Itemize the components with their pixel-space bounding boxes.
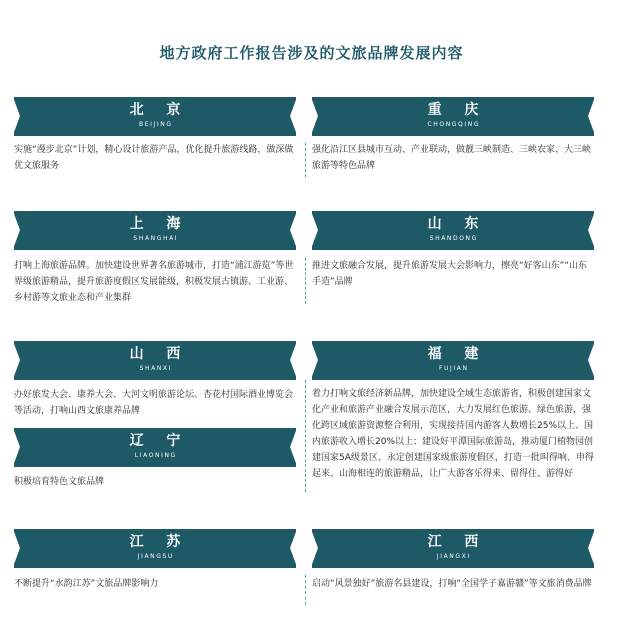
region-banner-chongqing — [312, 97, 594, 136]
region-name-en: JIANGXI — [436, 553, 471, 560]
region-name-cn: 江 西 — [427, 534, 488, 550]
region-desc-liaoning: 积极培育特色文旅品牌 — [14, 477, 105, 487]
region-banner-shanghai — [14, 211, 296, 250]
column-divider — [305, 380, 306, 492]
region-name-en: SHANGHAI — [133, 235, 179, 242]
region-banner-beijing — [14, 97, 296, 136]
region-name-en: LIAONING — [134, 452, 177, 459]
region-name-cn: 山 东 — [427, 216, 488, 232]
region-desc-fujian: 着力打响文旅经济新品牌，加快建设全域生态旅游省，积极创建国家文化产业和旅游产业融合发展示范区，大力发展红色旅游、绿色旅游，强化跨区域旅游资源整合利用，实现接待国内游客人数增长25%以上、国内旅游收入增长20%以上；建设好平潭国际旅游岛，推动厦门植物园创建国家5A级景区、永定创建国家级旅游度假区，打造一批叫得响、申得起来、山海相连的旅游精品，让广大游客乐得来、留得住、游得好 — [312, 389, 594, 479]
region-desc-chongqing: 强化沿江区县城市互动、产业联动，做靓三峡制造、三峡农家、大三峡旅游等特色品牌 — [312, 145, 592, 171]
column-divider — [305, 143, 306, 177]
region-name-cn: 上 海 — [129, 216, 190, 232]
region-banner-liaoning — [14, 428, 296, 467]
region-desc-beijing: 实施“漫步北京”计划，精心设计旅游产品，优化提升旅游线路，做深做优文旅服务 — [14, 145, 294, 171]
region-name-cn: 北 京 — [129, 102, 190, 118]
region-banner-jiangxi — [312, 529, 594, 568]
column-divider — [305, 575, 306, 605]
region-name-cn: 辽 宁 — [129, 433, 190, 449]
column-divider — [305, 258, 306, 304]
region-name-cn: 江 苏 — [129, 534, 190, 550]
region-banner-shanxi — [14, 341, 296, 380]
region-name-en: FUJIAN — [439, 365, 469, 372]
region-desc-shanghai: 打响上海旅游品牌。加快建设世界著名旅游城市，打造“浦江游览”等世界级旅游精品，提升旅游度假区发展能级，积极发展古镇游、工业游、乡村游等文旅业态和产业集群 — [14, 261, 294, 303]
region-name-en: JIANGSU — [137, 553, 174, 560]
region-name-cn: 山 西 — [129, 346, 190, 362]
region-desc-jiangsu: 不断提升“水韵江苏”文旅品牌影响力 — [14, 579, 159, 589]
region-desc-shanxi: 办好旅发大会、康养大会、大河文明旅游论坛、杏花村国际酒业博览会等活动，打响山西文旅康养品牌 — [14, 390, 294, 416]
region-banner-fujian — [312, 341, 594, 380]
region-name-cn: 重 庆 — [427, 102, 488, 118]
region-name-en: SHANXI — [139, 365, 172, 372]
region-desc-jiangxi: 启动“风景独好”旅游名县建设，打响“全国学子嘉游赣”等文旅消费品牌 — [312, 579, 592, 589]
region-name-en: CHONGQING — [427, 121, 481, 128]
region-name-en: BEIJING — [139, 121, 173, 128]
region-banner-shandong — [312, 211, 594, 250]
region-desc-shandong: 推进文旅融合发展，提升旅游发展大会影响力，擦亮“好客山东”“山东手造”品牌 — [312, 261, 587, 287]
page-title: 地方政府工作报告涉及的文旅品牌发展内容 — [159, 44, 464, 62]
region-banner-jiangsu — [14, 529, 296, 568]
region-name-en: SHANDONG — [429, 235, 478, 242]
region-name-cn: 福 建 — [427, 346, 488, 362]
